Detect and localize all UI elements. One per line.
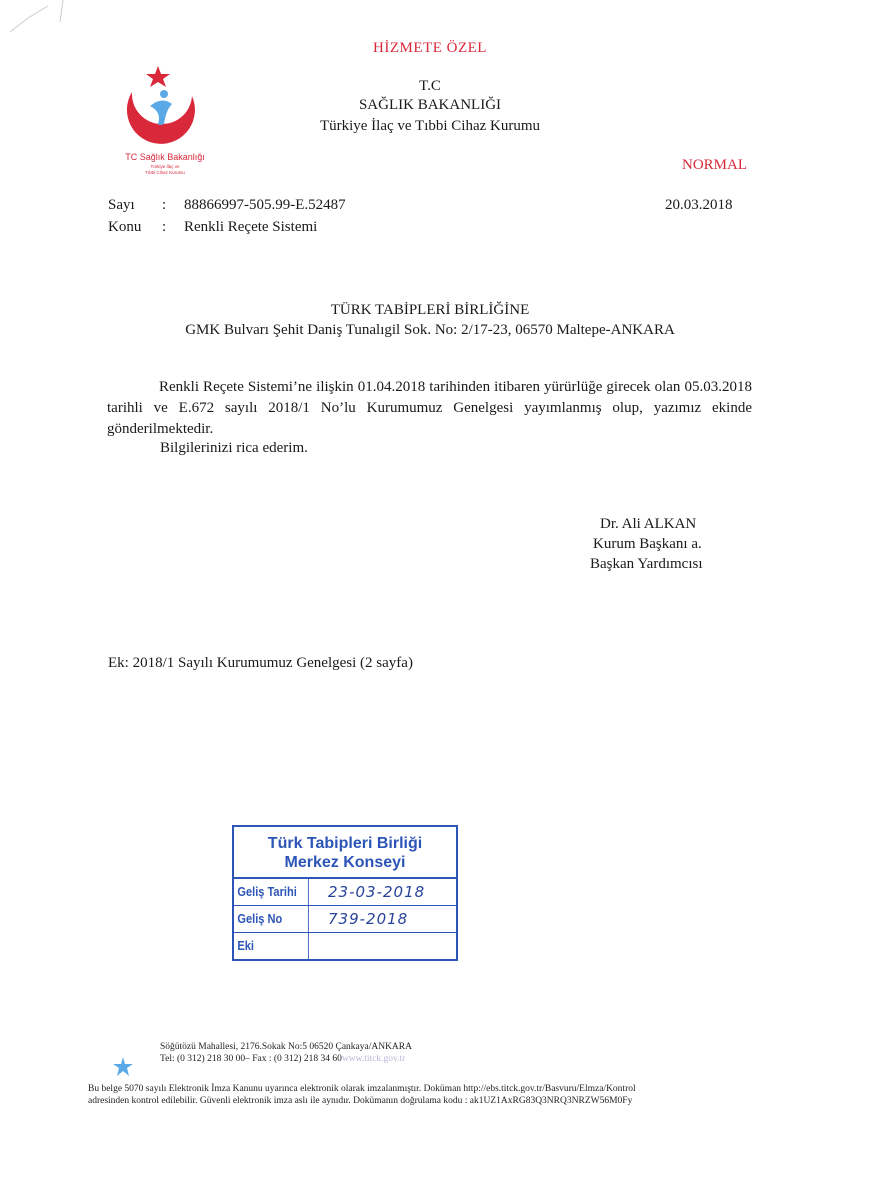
ministry-logo	[110, 66, 220, 186]
document-date: 20.03.2018	[665, 197, 733, 213]
body-paragraph: Renkli Reçete Sistemi’ne ilişkin 01.04.2018 tarihinden itibaren yürürlüğe girecek olan 05.03.2018 tarihli ve E.672 sayılı 2018/1 No’lu Kurumumuz Genelgesi yayımlanmış olup, yazımız ekinde gönderilmektedir.	[107, 379, 752, 437]
signatory-title-1: Kurum Başkanı a.	[593, 536, 702, 552]
konu-row	[108, 219, 508, 239]
sayi-separator: :	[162, 197, 167, 213]
konu-label: Konu	[108, 219, 142, 235]
footer-web: www.titck.gov.tr	[341, 1054, 406, 1064]
stamp-council: Merkez Konseyi	[284, 854, 406, 871]
header-agency: Türkiye İlaç ve Tıbbi Cihaz Kurumu	[319, 118, 541, 134]
esign-line-2: adresinden kontrol edilebilir. Güvenli elektronik imza aslı ile aynıdır. Dokümanın doğrulama kodu : ak1UZ1AxRG83Q3NRQ3NRZW56M0Fy	[88, 1096, 633, 1106]
sayi-label: Sayı	[108, 197, 135, 213]
priority-label: NORMAL	[682, 157, 748, 173]
header-tc: T.C	[419, 78, 441, 94]
footer-star-icon	[112, 1056, 134, 1078]
sayi-value: 88866997-505.99-E.52487	[184, 197, 346, 213]
stamp-number-label: Geliş No	[234, 906, 309, 932]
signatory-title-2: Başkan Yardımcısı	[590, 556, 703, 572]
stamp-row-attachment	[234, 933, 456, 959]
logo-subtext: Türkiye İlaç ve Tıbbi Cihaz Kurumu	[145, 164, 185, 175]
stamp-row-number	[234, 906, 456, 933]
recipient-name: TÜRK TABİPLERİ BİRLİĞİNE	[330, 302, 530, 318]
crescent-star-icon	[110, 66, 220, 156]
recipient-address: GMK Bulvarı Şehit Daniş Tunalıgil Sok. No: 2/17-23, 06570 Maltepe-ANKARA	[185, 322, 675, 338]
stamp-attachment-label: Eki	[234, 933, 309, 959]
stamp-row-date	[234, 879, 456, 906]
body-closing: Bilgilerinizi rica ederim.	[160, 440, 308, 456]
stamp-org: Türk Tabipleri Birliği	[267, 835, 423, 852]
attachment-note: Ek: 2018/1 Sayılı Kurumumuz Genelgesi (2 sayfa)	[108, 655, 413, 671]
stamp-date-label: Geliş Tarihi	[234, 879, 309, 905]
footer-contact	[160, 1053, 405, 1065]
stamp-number-value: 739-2018	[328, 910, 409, 928]
sayi-row	[108, 197, 758, 217]
logo-text: TC Sağlık Bakanlığı	[125, 152, 205, 162]
esign-line-1: Bu belge 5070 sayılı Elektronik İmza Kanunu uyarınca elektronik olarak imzalanmıştır. Doküman http://ebs.titck.gov.tr/Basvuru/Elmza/Kontrol	[88, 1084, 636, 1094]
stamp-header	[234, 827, 456, 879]
stamp-date-value: 23-03-2018	[328, 883, 426, 901]
received-stamp	[232, 825, 458, 961]
konu-separator: :	[162, 219, 167, 235]
footer-phone: Tel: (0 312) 218 30 00– Fax : (0 312) 218 34 60	[160, 1054, 342, 1064]
classification-label: HİZMETE ÖZEL	[373, 40, 487, 56]
footer-address: Söğütözü Mahallesi, 2176.Sokak No:5 06520 Çankaya/ANKARA	[160, 1042, 412, 1052]
signatory-name: Dr. Ali ALKAN	[600, 516, 697, 532]
scan-artifact	[8, 0, 78, 40]
header-ministry: SAĞLIK BAKANLIĞI	[358, 97, 502, 113]
konu-value: Renkli Reçete Sistemi	[184, 219, 318, 235]
stamp-attachment-value	[322, 933, 456, 959]
